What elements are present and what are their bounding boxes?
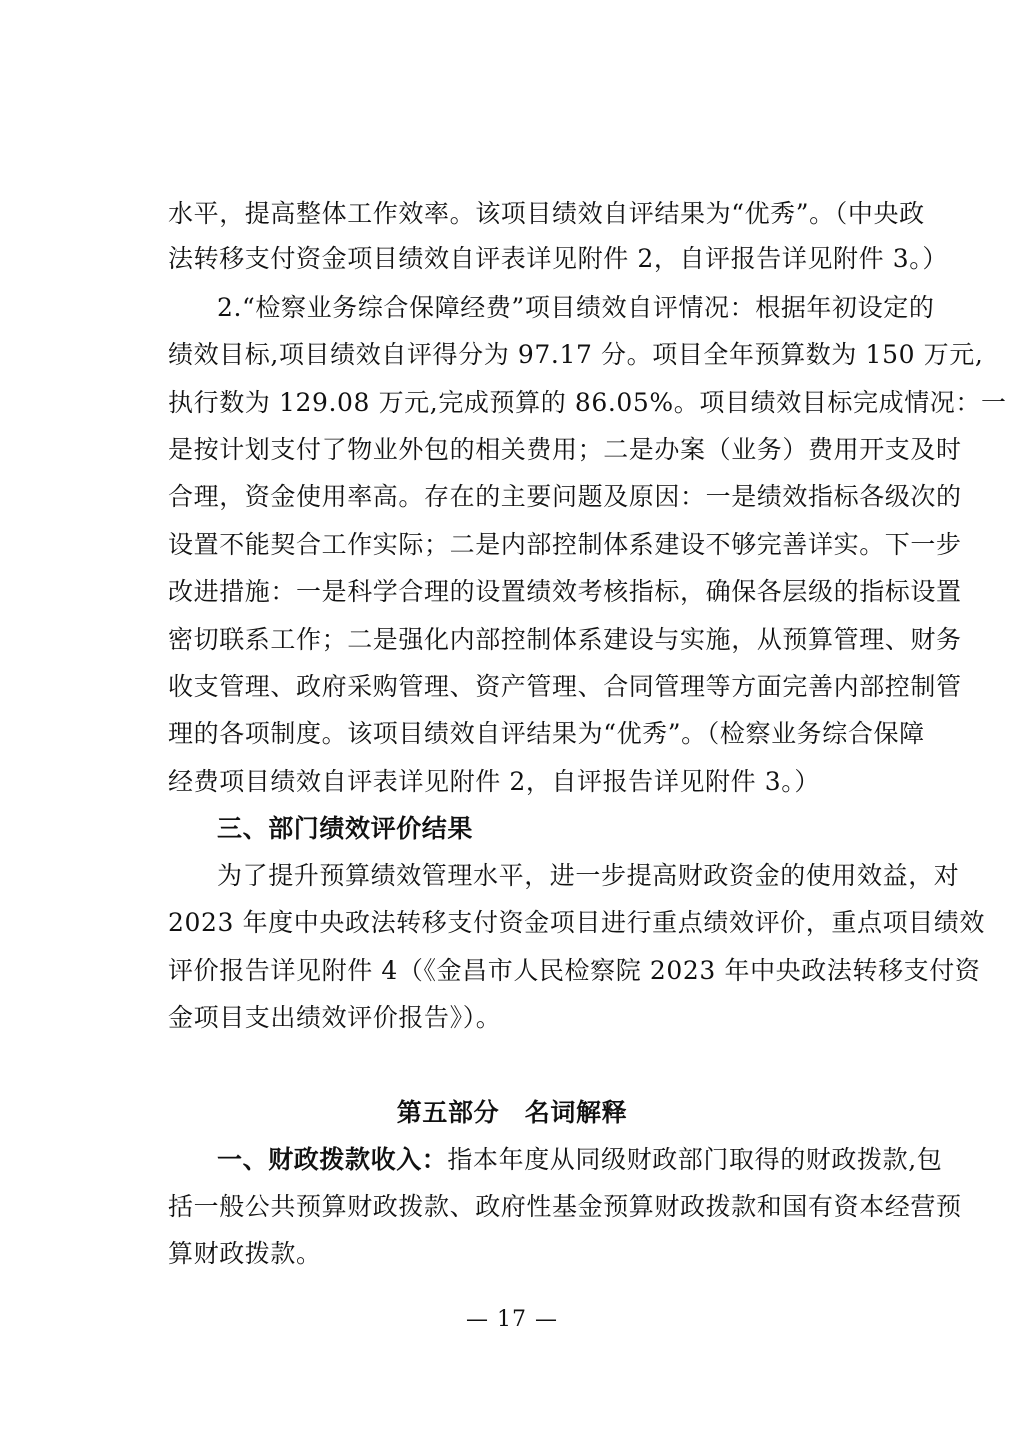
paragraph-line: 算财政拨款。 <box>168 1239 322 1268</box>
part-title: 第五部分 名词解释 <box>396 1098 628 1127</box>
paragraph-line: 2.“检察业务综合保障经费”项目绩效自评情况：根据年初设定的 <box>217 293 935 322</box>
paragraph-line: 是按计划支付了物业外包的相关费用；二是办案（业务）费用开支及时 <box>168 435 962 464</box>
paragraph-line: 金项目支出绩效评价报告》）。 <box>168 1003 502 1032</box>
paragraph-line: 评价报告详见附件 4（《金昌市人民检察院 2023 年中央政法转移支付资 <box>168 956 981 985</box>
page-number: — 17 — <box>466 1307 558 1332</box>
paragraph-line: 理的各项制度。该项目绩效自评结果为“优秀”。（检察业务综合保障 <box>168 719 925 748</box>
paragraph-line: 绩效目标,项目绩效自评得分为 97.17 分。项目全年预算数为 150 万元, <box>168 340 984 369</box>
definition-line <box>217 1144 943 1176</box>
paragraph-line: 执行数为 129.08 万元,完成预算的 86.05%。项目绩效目标完成情况：一 <box>168 388 1007 417</box>
paragraph-line: 为了提升预算绩效管理水平，进一步提高财政资金的使用效益，对 <box>217 861 960 890</box>
paragraph-line: 经费项目绩效自评表详见附件 2，自评报告详见附件 3。） <box>168 767 821 796</box>
paragraph-line: 括一般公共预算财政拨款、政府性基金预算财政拨款和国有资本经营预 <box>168 1192 962 1221</box>
paragraph-line: 密切联系工作；二是强化内部控制体系建设与实施，从预算管理、财务 <box>168 625 962 654</box>
paragraph-line: 合理，资金使用率高。存在的主要问题及原因：一是绩效指标各级次的 <box>168 482 962 511</box>
paragraph-line: 法转移支付资金项目绩效自评表详见附件 2，自评报告详见附件 3。） <box>168 244 949 273</box>
paragraph-line: 2023 年度中央政法转移支付资金项目进行重点绩效评价，重点项目绩效 <box>168 908 985 937</box>
term-label: 一、财政拨款收入： <box>217 1145 448 1174</box>
section-heading: 三、部门绩效评价结果 <box>217 814 474 843</box>
term-definition: 指本年度从同级财政部门取得的财政拨款,包 <box>447 1145 943 1174</box>
paragraph-line: 水平，提高整体工作效率。该项目绩效自评结果为“优秀”。（中央政 <box>168 199 925 228</box>
paragraph-line: 改进措施：一是科学合理的设置绩效考核指标，确保各层级的指标设置 <box>168 577 962 606</box>
paragraph-line: 设置不能契合工作实际；二是内部控制体系建设不够完善详实。下一步 <box>168 530 962 559</box>
paragraph-line: 收支管理、政府采购管理、资产管理、合同管理等方面完善内部控制管 <box>168 672 962 701</box>
